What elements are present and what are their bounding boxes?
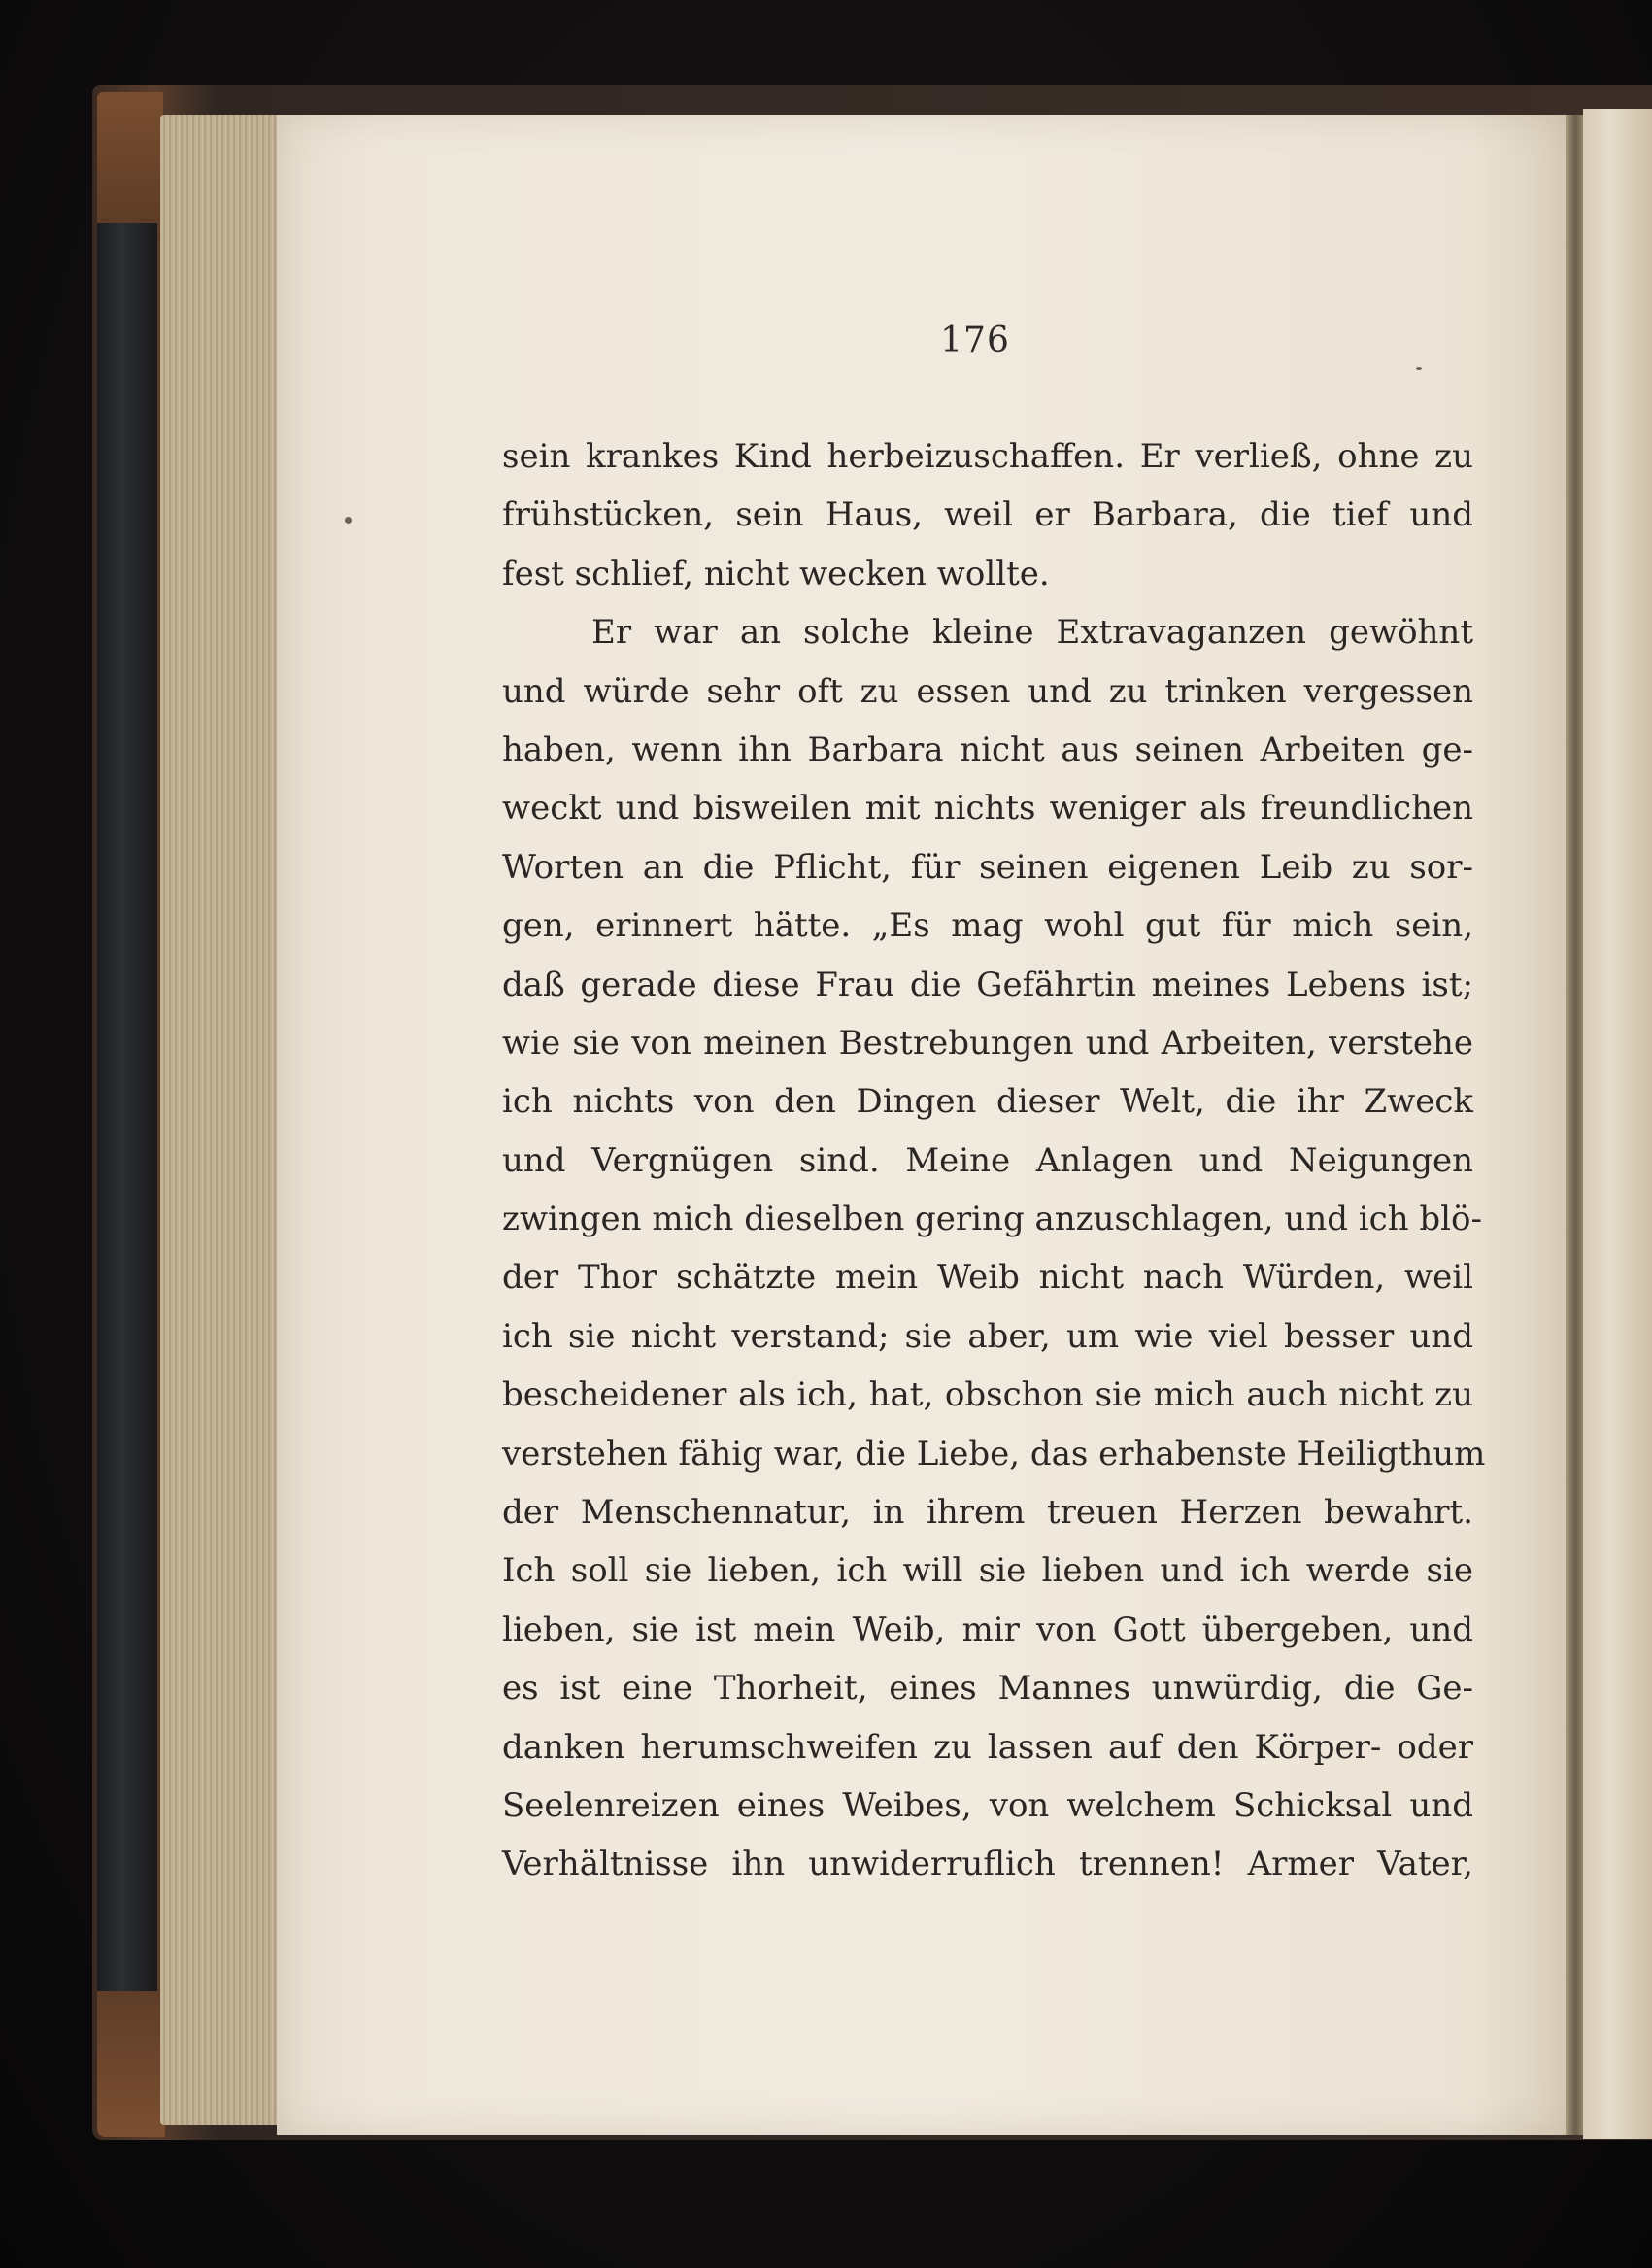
text-line: Seelenreizen eines Weibes, von welchem Schicksal und bbox=[502, 1785, 1473, 1825]
text-line: haben, wenn ihn Barbara nicht aus seinen Arbeiten ge- bbox=[502, 729, 1473, 769]
text-line: ich sie nicht verstand; sie aber, um wie viel besser und bbox=[502, 1316, 1473, 1356]
text-line: der Menschennatur, in ihrem treuen Herzen bewahrt. bbox=[502, 1493, 1473, 1533]
text-line: es ist eine Thorheit, eines Mannes unwürdig, die Ge- bbox=[502, 1669, 1473, 1709]
text-line: Worten an die Pflicht, für seinen eigenen Leib zu sor- bbox=[502, 847, 1473, 887]
page-gutter bbox=[1566, 115, 1585, 2135]
text-line: verstehen fähig war, die Liebe, das erhabenste Heiligthum bbox=[502, 1434, 1486, 1473]
facing-page bbox=[1583, 109, 1652, 2139]
text-line: frühstücken, sein Haus, weil er Barbara, die tief und bbox=[502, 495, 1473, 535]
text-line: bescheidener als ich, hat, obschon sie mich auch nicht zu bbox=[502, 1375, 1473, 1415]
text-line: gen, erinnert hätte. „Es mag wohl gut für mich sein, bbox=[502, 906, 1473, 946]
text-line: und würde sehr oft zu essen und zu trinken vergessen bbox=[502, 671, 1473, 711]
text-line: sein krankes Kind herbeizuschaffen. Er verließ, ohne zu bbox=[502, 437, 1473, 476]
text-line: ich nichts von den Dingen dieser Welt, die ihr Zweck bbox=[502, 1082, 1473, 1122]
text-line: der Thor schätzte mein Weib nicht nach Würden, weil bbox=[502, 1258, 1473, 1298]
text-line: Er war an solche kleine Extravaganzen gewöhnt bbox=[591, 613, 1473, 653]
body-text bbox=[502, 427, 1486, 1894]
text-line: danken herumschweifen zu lassen auf den Körper- oder bbox=[502, 1727, 1473, 1767]
cover-corner-top bbox=[97, 92, 163, 238]
cover-corner-bottom bbox=[97, 1991, 165, 2137]
text-line: zwingen mich dieselben gering anzuschlagen, und ich blö- bbox=[502, 1200, 1483, 1239]
text-line: daß gerade diese Frau die Gefährtin meines Lebens ist; bbox=[502, 965, 1473, 1004]
text-line: Ich soll sie lieben, ich will sie lieben und ich werde sie bbox=[502, 1551, 1473, 1591]
paper-speck bbox=[1416, 367, 1422, 370]
text-line: fest schlief, nicht wecken wollte. bbox=[502, 554, 1050, 593]
page-block-edges bbox=[160, 115, 277, 2125]
text-line: weckt und bisweilen mit nichts weniger als freundlichen bbox=[502, 789, 1473, 829]
cover-spine bbox=[97, 223, 157, 2011]
text-line: Verhältnisse ihn unwiderruflich trennen! Armer Vater, bbox=[502, 1845, 1473, 1884]
page-number: 176 bbox=[940, 321, 1010, 360]
text-line: wie sie von meinen Bestrebungen und Arbeiten, verstehe bbox=[502, 1023, 1473, 1063]
text-line: lieben, sie ist mein Weib, mir von Gott übergeben, und bbox=[502, 1609, 1473, 1649]
paper-speck bbox=[345, 517, 352, 524]
text-line: und Vergnügen sind. Meine Anlagen und Neigungen bbox=[502, 1140, 1473, 1180]
